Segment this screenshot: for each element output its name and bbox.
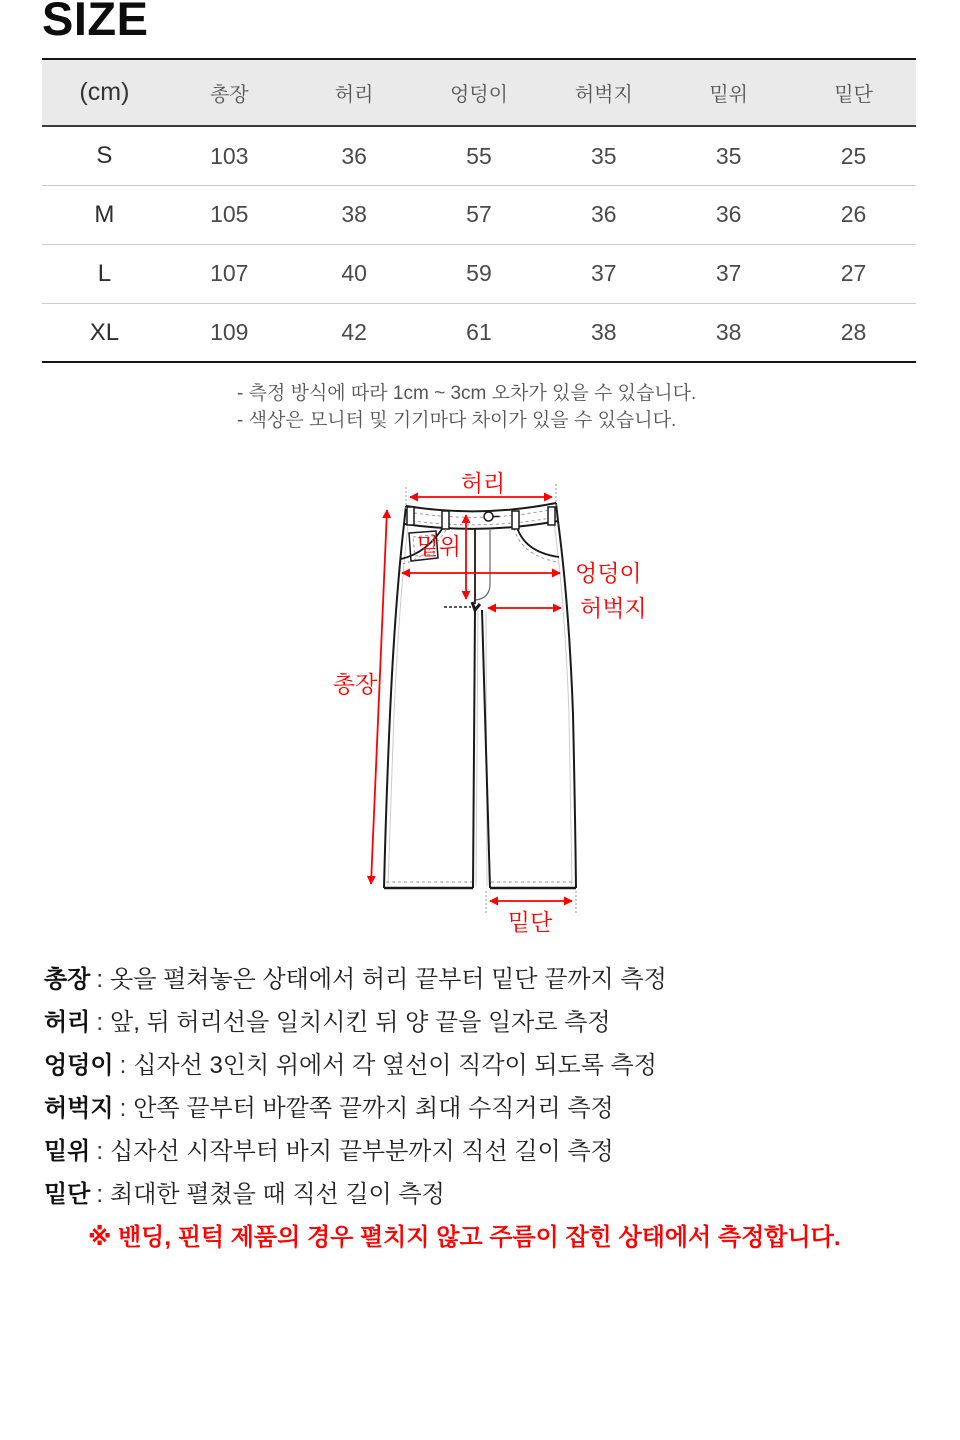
table-row-xl (42, 303, 916, 362)
measurement-descriptions (44, 958, 960, 1260)
description-text: 십자선 3인치 위에서 각 옆선이 직각이 되도록 측정 (133, 1052, 657, 1080)
waist-label: 허리 (460, 470, 506, 497)
description-text: 최대한 펼쳤을 때 직선 길이 측정 (110, 1181, 445, 1209)
description-text: 옷을 펼쳐놓은 상태에서 허리 끝부터 밑단 끝까지 측정 (110, 966, 667, 994)
value-cell: 38 (591, 319, 617, 346)
description-item (44, 1044, 960, 1087)
value-cell: 61 (466, 319, 492, 346)
description-term: 총장 (44, 966, 91, 994)
size-cell: M (42, 185, 167, 244)
description-item (44, 958, 960, 1001)
value-cell: 36 (541, 185, 666, 244)
thigh-label: 허벅지 (580, 595, 647, 622)
header-cell-thigh: 허벅지 (541, 59, 666, 126)
size-table (42, 58, 916, 363)
value-cell: 37 (541, 244, 666, 303)
description-separator: : (119, 1095, 127, 1123)
description-term: 엉덩이 (44, 1052, 114, 1080)
waist-button-icon (484, 512, 500, 521)
header-cell-hip: 엉덩이 (417, 59, 542, 126)
description-separator: : (96, 1181, 104, 1209)
rise-label: 밑위 (416, 533, 461, 560)
value-cell: 26 (791, 185, 916, 244)
note-line: - 색상은 모니터 및 기기마다 차이가 있을 수 있습니다. (237, 410, 677, 432)
description-separator: : (119, 1052, 127, 1080)
length-arrow (371, 510, 387, 884)
value-cell: 40 (292, 244, 417, 303)
fly-stitch (476, 530, 490, 600)
description-term: 허벅지 (44, 1095, 114, 1123)
stitching-lines (386, 509, 574, 882)
description-item (44, 1001, 960, 1044)
description-separator: : (96, 1009, 104, 1037)
pants-diagram-svg (323, 464, 653, 942)
header-cell-waist: 허리 (292, 59, 417, 126)
size-cell: XL (89, 318, 120, 346)
description-separator: : (96, 966, 104, 994)
value-cell: 107 (167, 244, 292, 303)
value-cell: 35 (666, 126, 791, 185)
size-cell: L (42, 244, 167, 303)
table-row-l (42, 244, 916, 303)
note-line: - 측정 방식에 따라 1cm ~ 3cm 오차가 있을 수 있습니다. (237, 383, 697, 405)
warning-note: ※ 밴딩, 핀턱 제품의 경우 펼치지 않고 주름이 잡힌 상태에서 측정합니다. (88, 1224, 841, 1252)
description-text: 안쪽 끝부터 바깥쪽 끝까지 최대 수직거리 측정 (133, 1095, 614, 1123)
hem-label: 밑단 (507, 909, 553, 936)
value-cell: 59 (417, 244, 542, 303)
description-term: 밑단 (44, 1181, 91, 1209)
description-term: 밑위 (44, 1138, 91, 1166)
value-cell: 25 (791, 126, 916, 185)
size-cell: S (42, 126, 167, 185)
pants-outline (384, 503, 576, 888)
description-separator: : (96, 1138, 104, 1166)
value-cell: 36 (666, 185, 791, 244)
value-cell: 42 (341, 319, 367, 346)
value-cell: 28 (840, 319, 867, 346)
description-term: 허리 (44, 1009, 91, 1037)
description-text: 십자선 시작부터 바지 끝부분까지 직선 길이 측정 (110, 1138, 614, 1166)
pants-measurement-diagram (0, 464, 960, 942)
value-cell: 55 (417, 126, 542, 185)
value-cell: 109 (210, 319, 249, 346)
seam-shadow-lines (388, 522, 572, 886)
value-cell: 38 (292, 185, 417, 244)
description-item (44, 1087, 960, 1130)
table-row-s (42, 126, 916, 185)
description-item (44, 1173, 960, 1216)
length-label: 총장 (332, 671, 378, 698)
page-title: SIZE (42, 0, 149, 45)
value-cell: 36 (292, 126, 417, 185)
value-cell: 105 (167, 185, 292, 244)
measurement-notes (237, 380, 960, 434)
value-cell: 57 (417, 185, 542, 244)
table-header-row (42, 59, 916, 126)
value-cell: 103 (167, 126, 292, 185)
value-cell: 38 (715, 319, 742, 346)
header-cell-rise: 밑위 (666, 59, 791, 126)
hip-label: 엉덩이 (575, 560, 642, 587)
header-cell-hem: 밑단 (791, 59, 916, 126)
header-cell-length: 총장 (167, 59, 292, 126)
description-item (44, 1130, 960, 1173)
table-row-m (42, 185, 916, 244)
description-text: 앞, 뒤 허리선을 일치시킨 뒤 양 끝을 일자로 측정 (110, 1009, 611, 1037)
header-cell-unit: (cm) (42, 59, 167, 126)
value-cell: 27 (791, 244, 916, 303)
value-cell: 37 (666, 244, 791, 303)
value-cell: 35 (541, 126, 666, 185)
